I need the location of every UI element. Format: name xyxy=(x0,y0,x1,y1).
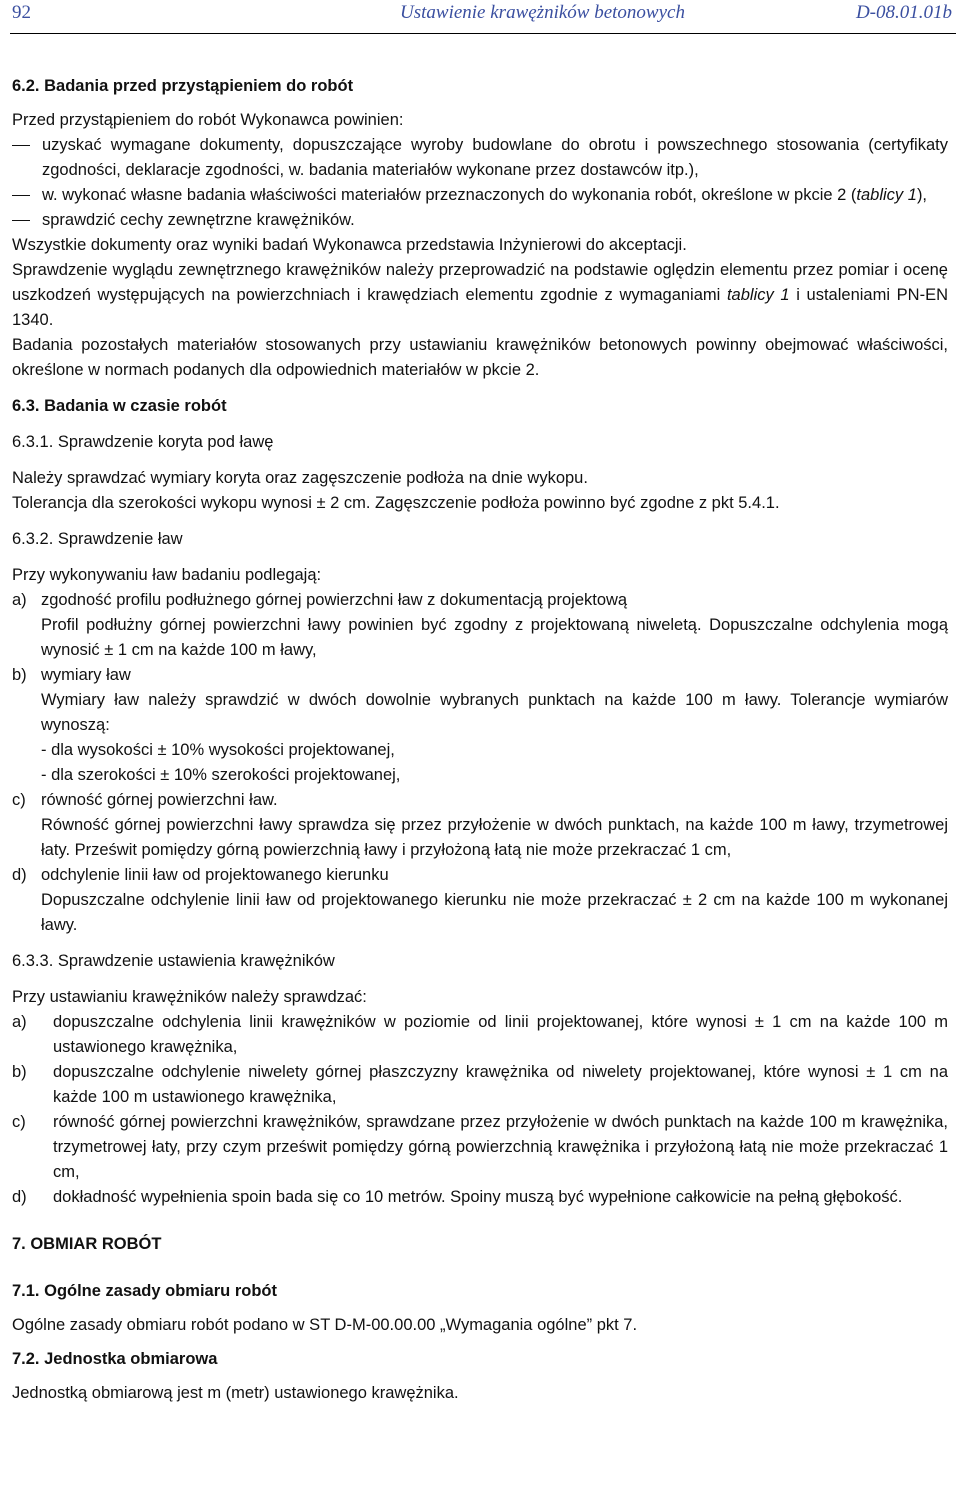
paragraph-italic: tablicy 1 xyxy=(726,286,790,304)
paragraph xyxy=(12,258,948,333)
list-item-title: zgodność profilu podłużnego górnej powierzchni ław z dokumentacją projektową xyxy=(41,591,628,609)
list-item xyxy=(12,1185,948,1210)
list-item xyxy=(12,588,948,613)
page-header xyxy=(10,0,956,34)
document-body xyxy=(12,74,948,1406)
list-item xyxy=(12,183,948,208)
paragraph-text-end: i ustaleniami PN-EN 1340. xyxy=(12,286,948,329)
list-item xyxy=(12,863,948,888)
paragraph: Wszystkie dokumenty oraz wyniki badań Wykonawca przedstawia Inżynierowi do akceptacji. xyxy=(12,236,687,254)
paragraph: Ogólne zasady obmiaru robót podano w ST D-M-00.00.00 „Wymagania ogólne” pkt 7. xyxy=(12,1316,638,1334)
list-item-title: odchylenie linii ław od projektowanego kierunku xyxy=(41,866,389,884)
list-letter: c) xyxy=(12,791,26,809)
list-item-italic: tablicy 1 xyxy=(856,186,917,204)
paragraph: Należy sprawdzać wymiary koryta oraz zagęszczenie podłoża na dnie wykopu. xyxy=(12,469,588,487)
list-item-text: sprawdzić cechy zewnętrzne krawężników. xyxy=(42,211,355,229)
tolerance-line: - dla szerokości ± 10% szerokości projektowanej, xyxy=(41,766,401,784)
list-item xyxy=(12,1010,948,1060)
list-letter: a) xyxy=(12,1013,27,1031)
section-7-2-heading: 7.2. Jednostka obmiarowa xyxy=(12,1350,218,1368)
list-item-text: dopuszczalne odchylenia linii krawężników w poziomie od linii projektowanej, które wynosi ± 1 cm na każde 100 m ustawionego krawężnika, xyxy=(53,1013,948,1056)
list-letter: b) xyxy=(12,666,27,684)
list-letter: d) xyxy=(12,866,27,884)
list-item xyxy=(12,663,948,688)
list-item-detail: Wymiary ław należy sprawdzić w dwóch dowolnie wybranych punktach na każde 100 m ławy. Tolerancje wymiarów wynoszą: xyxy=(41,691,948,734)
list-item-text: w. wykonać własne badania właściwości materiałów przeznaczonych do wykonania robót, określone w pkcie 2 ( xyxy=(42,186,857,204)
header-code: D-08.01.01b xyxy=(855,2,952,23)
list-item-detail: Równość górnej powierzchni ławy sprawdza się przez przyłożenie w dwóch punktach, na każde 100 m ławy, trzymetrowej łaty. Prześwit pomiędzy górną powierzchnią ławy i przyłożoną łatą nie może przekraczać 1 cm, xyxy=(41,816,948,859)
list-item xyxy=(12,208,948,233)
section-7-heading: 7. OBMIAR ROBÓT xyxy=(12,1235,162,1253)
list-item xyxy=(12,1110,948,1185)
section-6-3-2-heading: 6.3.2. Sprawdzenie ław xyxy=(12,530,183,548)
list-item-detail: Dopuszczalne odchylenie linii ław od projektowanego kierunku nie może przekraczać ± 2 cm na każde 100 m wykonanej ławy. xyxy=(41,891,948,934)
paragraph: Tolerancja dla szerokości wykopu wynosi ± 2 cm. Zagęszczenie podłoża powinno być zgodne z pkt 5.4.1. xyxy=(12,494,780,512)
paragraph: Jednostką obmiarową jest m (metr) ustawionego krawężnika. xyxy=(12,1384,459,1402)
list-item-text: uzyskać wymagane dokumenty, dopuszczające wyroby budowlane do obrotu i powszechnego stosowania (certyfikaty zgodności, deklaracje zgodności, w. badania materiałów wykonane przez dostawców itp.), xyxy=(42,136,948,179)
list-item xyxy=(12,788,948,813)
list-letter: a) xyxy=(12,591,27,609)
paragraph-text: Sprawdzenie wyglądu zewnętrznego krawężników należy przeprowadzić na podstawie oględzin elementu przez pomiar i ocenę uszkodzeń występujących na powierzchniach i krawędziach elementu zgodnie z wymaganiami xyxy=(12,261,948,304)
section-6-3-3-heading: 6.3.3. Sprawdzenie ustawienia krawężników xyxy=(12,952,335,970)
dash-bullet-icon xyxy=(12,145,30,146)
section-6-3-heading: 6.3. Badania w czasie robót xyxy=(12,397,227,415)
list-item-text-end: ), xyxy=(916,186,928,204)
list-item xyxy=(12,133,948,183)
paragraph: Badania pozostałych materiałów stosowanych przy ustawianiu krawężników betonowych powinny obejmować właściwości, określone w normach podanych dla odpowiednich materiałów w pkcie 2. xyxy=(12,336,948,379)
list-letter: d) xyxy=(12,1188,27,1206)
page-number: 92 xyxy=(12,2,31,23)
paragraph: Przy ustawianiu krawężników należy sprawdzać: xyxy=(12,988,367,1006)
section-6-2-intro: Przed przystąpieniem do robót Wykonawca powinien: xyxy=(12,111,404,129)
section-6-3-1-heading: 6.3.1. Sprawdzenie koryta pod ławę xyxy=(12,433,274,451)
header-title: Ustawienie krawężników betonowych xyxy=(400,2,685,23)
dash-bullet-icon xyxy=(12,220,30,221)
list-item-text: dokładność wypełnienia spoin bada się co 10 metrów. Spoiny muszą być wypełnione całkowicie na pełną głębokość. xyxy=(53,1188,903,1206)
list-item-detail: Profil podłużny górnej powierzchni ławy powinien być zgodny z projektowaną niweletą. Dopuszczalne odchylenia mogą wynosić ± 1 cm na każde 100 m ławy, xyxy=(41,616,948,659)
dash-bullet-icon xyxy=(12,195,30,196)
section-6-2-heading: 6.2. Badania przed przystąpieniem do robót xyxy=(12,77,354,95)
list-item-text: dopuszczalne odchylenie niwelety górnej płaszczyzny krawężnika od niwelety projektowanej, które wynosi ± 1 cm na każde 100 m ustawionego krawężnika, xyxy=(53,1063,948,1106)
tolerance-line: - dla wysokości ± 10% wysokości projektowanej, xyxy=(41,741,395,759)
paragraph: Przy wykonywaniu ław badaniu podlegają: xyxy=(12,566,322,584)
list-item-title: równość górnej powierzchni ław. xyxy=(41,791,278,809)
list-item-text: równość górnej powierzchni krawężników, sprawdzane przez przyłożenie w dwóch punktach na każde 100 m krawężnika, trzymetrowej łaty, przy czym prześwit pomiędzy górną powierzchnią krawężnika i przyłożoną łatą nie może przekraczać 1 cm, xyxy=(53,1113,948,1181)
list-letter: c) xyxy=(12,1113,26,1131)
section-7-1-heading: 7.1. Ogólne zasady obmiaru robót xyxy=(12,1282,277,1300)
list-item-title: wymiary ław xyxy=(41,666,131,684)
list-letter: b) xyxy=(12,1063,27,1081)
list-item xyxy=(12,1060,948,1110)
